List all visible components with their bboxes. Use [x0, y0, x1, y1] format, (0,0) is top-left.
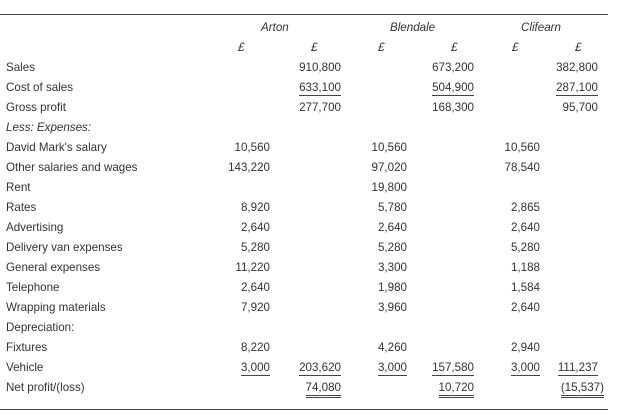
arton-inner-value: 8,920: [240, 201, 270, 214]
row-label: Cost of sales: [6, 81, 74, 94]
blendale-inner-value: 5,280: [377, 241, 407, 254]
row-label: Other salaries and wages: [6, 161, 138, 174]
currency-symbol: £: [238, 41, 245, 54]
clifearn-inner-value: 2,865: [510, 201, 540, 214]
arton-inner-value: 3,000: [240, 361, 270, 374]
row-label: Advertising: [6, 221, 64, 234]
row-label: Delivery van expenses: [6, 241, 123, 254]
arton-inner-value: 5,280: [240, 241, 270, 254]
top-rule: [0, 14, 608, 15]
arton-outer-value: 203,620: [299, 361, 341, 374]
clifearn-inner-value: 10,560: [504, 141, 540, 154]
row-label: Net profit/(loss): [6, 381, 85, 394]
row-label: Gross profit: [6, 101, 66, 114]
row-label: Rates: [6, 201, 37, 214]
row-label: Sales: [6, 61, 36, 74]
clifearn-inner-value: 2,640: [510, 301, 540, 314]
arton-outer-value: 277,700: [299, 101, 341, 114]
clifearn-inner-value: 1,584: [510, 281, 540, 294]
bottom-rule: [0, 409, 608, 410]
blendale-inner-value: 10,560: [371, 141, 407, 154]
clifearn-outer-value: 382,800: [556, 61, 598, 74]
clifearn-inner-value: 1,188: [510, 261, 540, 274]
column-header-blendale: Blendale: [390, 21, 436, 34]
clifearn-outer-value: 95,700: [562, 101, 598, 114]
currency-symbol: £: [451, 41, 458, 54]
currency-symbol: £: [575, 41, 582, 54]
clifearn-inner-value: 2,940: [510, 341, 540, 354]
arton-inner-value: 2,640: [240, 281, 270, 294]
clifearn-outer-value: 111,237: [557, 361, 598, 374]
column-header-clifearn: Clifearn: [521, 21, 561, 34]
row-label: David Mark's salary: [6, 141, 107, 154]
blendale-outer-value: 168,300: [432, 101, 474, 114]
row-label: Less: Expenses:: [6, 121, 92, 134]
row-label: Wrapping materials: [6, 301, 106, 314]
row-label: Telephone: [6, 281, 60, 294]
row-label: Depreciation:: [6, 321, 75, 334]
arton-inner-value: 10,560: [234, 141, 270, 154]
row-label: General expenses: [6, 261, 101, 274]
arton-inner-value: 7,920: [240, 301, 270, 314]
blendale-inner-value: 3,300: [377, 261, 407, 274]
blendale-inner-value: 4,260: [377, 341, 407, 354]
arton-inner-value: 143,220: [228, 161, 270, 174]
clifearn-outer-value: (15,537): [561, 381, 604, 398]
blendale-inner-value: 3,960: [377, 301, 407, 314]
blendale-outer-value: 673,200: [432, 61, 474, 74]
row-label: Rent: [6, 181, 31, 194]
arton-outer-value: 74,080: [306, 381, 341, 398]
clifearn-inner-value: 3,000: [510, 361, 540, 374]
arton-outer-value: 910,800: [299, 61, 341, 74]
clifearn-inner-value: 5,280: [510, 241, 540, 254]
arton-inner-value: 2,640: [240, 221, 270, 234]
arton-outer-value: 633,100: [299, 81, 341, 94]
currency-symbol: £: [512, 41, 519, 54]
row-label: Vehicle: [6, 361, 44, 374]
clifearn-outer-value: 287,100: [556, 81, 598, 94]
blendale-inner-value: 5,780: [377, 201, 407, 214]
blendale-inner-value: 97,020: [371, 161, 407, 174]
blendale-outer-value: 10,720: [439, 381, 474, 398]
blendale-outer-value: 504,900: [432, 81, 474, 94]
clifearn-inner-value: 78,540: [504, 161, 540, 174]
currency-symbol: £: [378, 41, 385, 54]
clifearn-inner-value: 2,640: [510, 221, 540, 234]
row-label: Fixtures: [6, 341, 48, 354]
column-header-arton: Arton: [261, 21, 289, 34]
arton-inner-value: 8,220: [240, 341, 270, 354]
blendale-inner-value: 1,980: [377, 281, 407, 294]
blendale-inner-value: 3,000: [377, 361, 407, 374]
arton-inner-value: 11,220: [235, 261, 270, 274]
blendale-inner-value: 19,800: [371, 181, 407, 194]
blendale-inner-value: 2,640: [377, 221, 407, 234]
blendale-outer-value: 157,580: [432, 361, 474, 374]
currency-symbol: £: [311, 41, 318, 54]
